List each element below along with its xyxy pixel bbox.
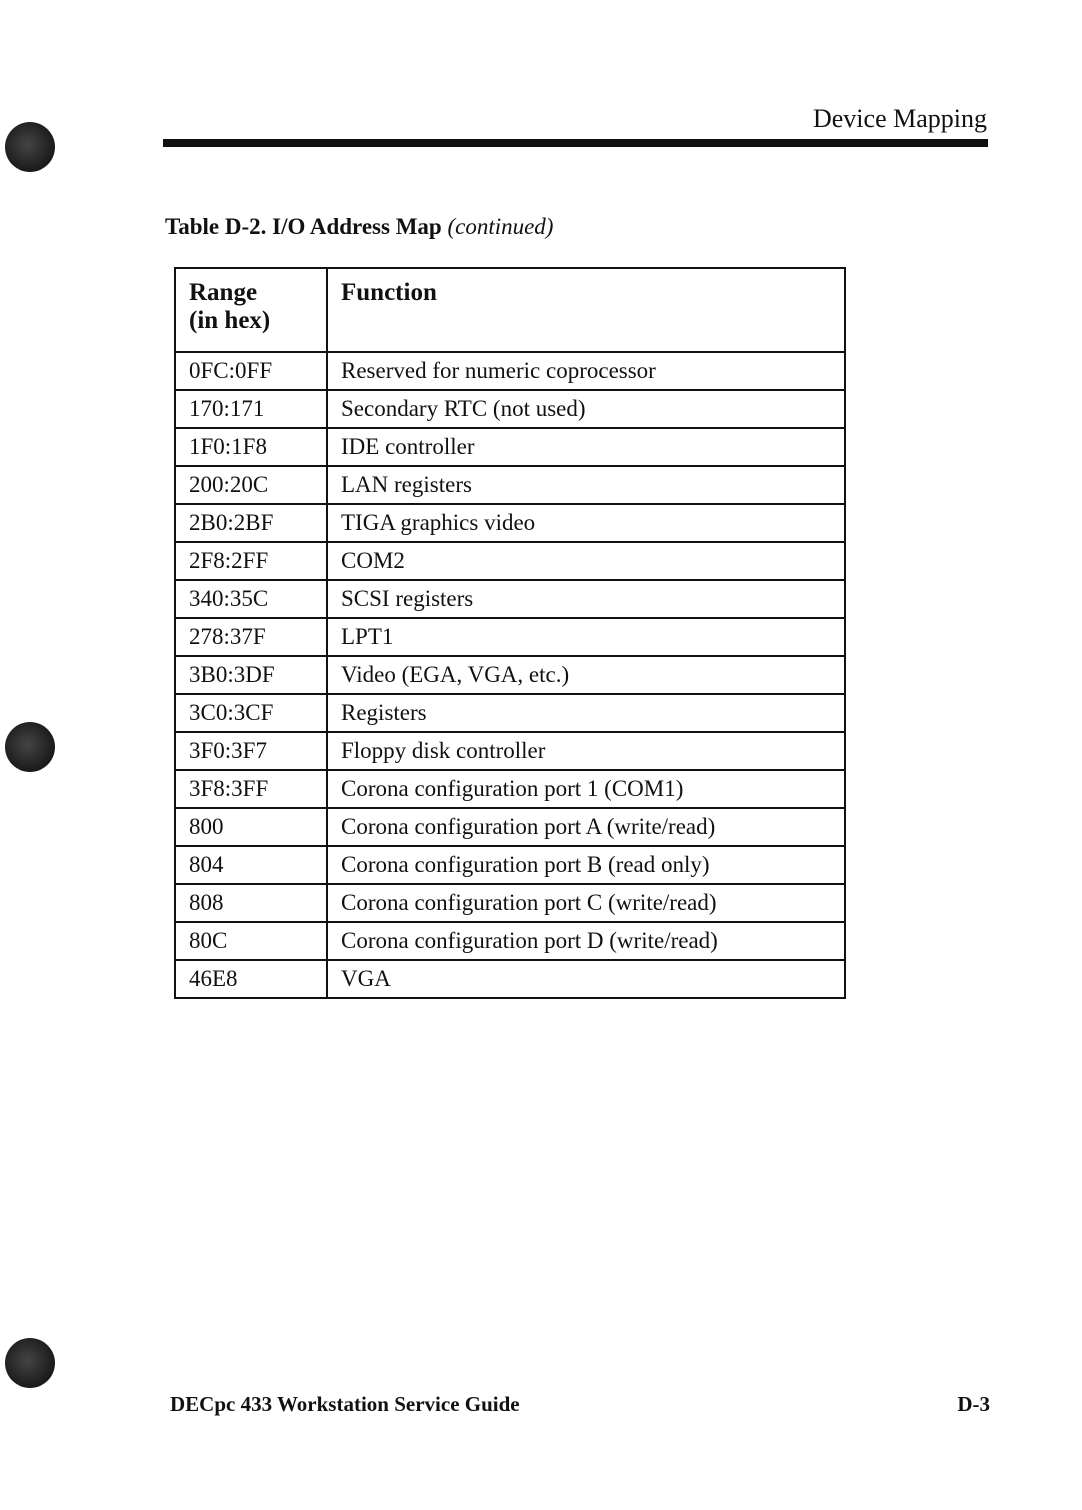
table-row — [175, 808, 845, 846]
caption-title: I/O Address Map — [272, 214, 442, 239]
table-header-row — [175, 268, 845, 352]
table-row — [175, 960, 845, 998]
range-cell: 3B0:3DF — [175, 656, 327, 694]
function-cell: Floppy disk controller — [327, 732, 845, 770]
function-cell: Video (EGA, VGA, etc.) — [327, 656, 845, 694]
range-cell: 3F0:3F7 — [175, 732, 327, 770]
table-row — [175, 504, 845, 542]
table-row — [175, 428, 845, 466]
table-row — [175, 656, 845, 694]
range-cell: 2B0:2BF — [175, 504, 327, 542]
function-cell: VGA — [327, 960, 845, 998]
function-cell: Reserved for numeric coprocessor — [327, 352, 845, 390]
table-row — [175, 770, 845, 808]
header-range-line1: Range — [189, 279, 258, 306]
io-address-map-table — [174, 267, 846, 999]
function-cell: Corona configuration port 1 (COM1) — [327, 770, 845, 808]
caption-label: Table D-2. — [165, 214, 267, 239]
table-row — [175, 618, 845, 656]
header-range — [175, 268, 327, 352]
table-row — [175, 542, 845, 580]
range-cell: 80C — [175, 922, 327, 960]
binder-hole — [5, 1338, 55, 1388]
table-caption — [165, 214, 553, 240]
header-range-line2: (in hex) — [189, 307, 271, 334]
function-cell: TIGA graphics video — [327, 504, 845, 542]
header-rule — [163, 139, 988, 147]
table-row — [175, 732, 845, 770]
table-row — [175, 580, 845, 618]
function-cell: Corona configuration port B (read only) — [327, 846, 845, 884]
function-cell: IDE controller — [327, 428, 845, 466]
table-row — [175, 694, 845, 732]
range-cell: 804 — [175, 846, 327, 884]
range-cell: 1F0:1F8 — [175, 428, 327, 466]
range-cell: 808 — [175, 884, 327, 922]
running-head: Device Mapping — [812, 104, 987, 133]
range-cell: 3C0:3CF — [175, 694, 327, 732]
page-number: D-3 — [957, 1392, 990, 1416]
header-function: Function — [327, 268, 845, 352]
function-cell: LPT1 — [327, 618, 845, 656]
range-cell: 2F8:2FF — [175, 542, 327, 580]
table-row — [175, 884, 845, 922]
range-cell: 278:37F — [175, 618, 327, 656]
function-cell: LAN registers — [327, 466, 845, 504]
table-row — [175, 846, 845, 884]
table-row — [175, 922, 845, 960]
caption-note: (continued) — [447, 214, 554, 239]
table-row — [175, 390, 845, 428]
range-cell: 170:171 — [175, 390, 327, 428]
binder-hole — [5, 122, 55, 172]
table-row — [175, 466, 845, 504]
function-cell: SCSI registers — [327, 580, 845, 618]
footer-title: DECpc 433 Workstation Service Guide — [170, 1392, 520, 1416]
range-cell: 800 — [175, 808, 327, 846]
binder-hole — [5, 722, 55, 772]
table-row — [175, 352, 845, 390]
function-cell: COM2 — [327, 542, 845, 580]
range-cell: 3F8:3FF — [175, 770, 327, 808]
range-cell: 46E8 — [175, 960, 327, 998]
function-cell: Corona configuration port A (write/read) — [327, 808, 845, 846]
function-cell: Corona configuration port C (write/read) — [327, 884, 845, 922]
function-cell: Registers — [327, 694, 845, 732]
function-cell: Corona configuration port D (write/read) — [327, 922, 845, 960]
function-cell: Secondary RTC (not used) — [327, 390, 845, 428]
range-cell: 200:20C — [175, 466, 327, 504]
range-cell: 340:35C — [175, 580, 327, 618]
range-cell: 0FC:0FF — [175, 352, 327, 390]
